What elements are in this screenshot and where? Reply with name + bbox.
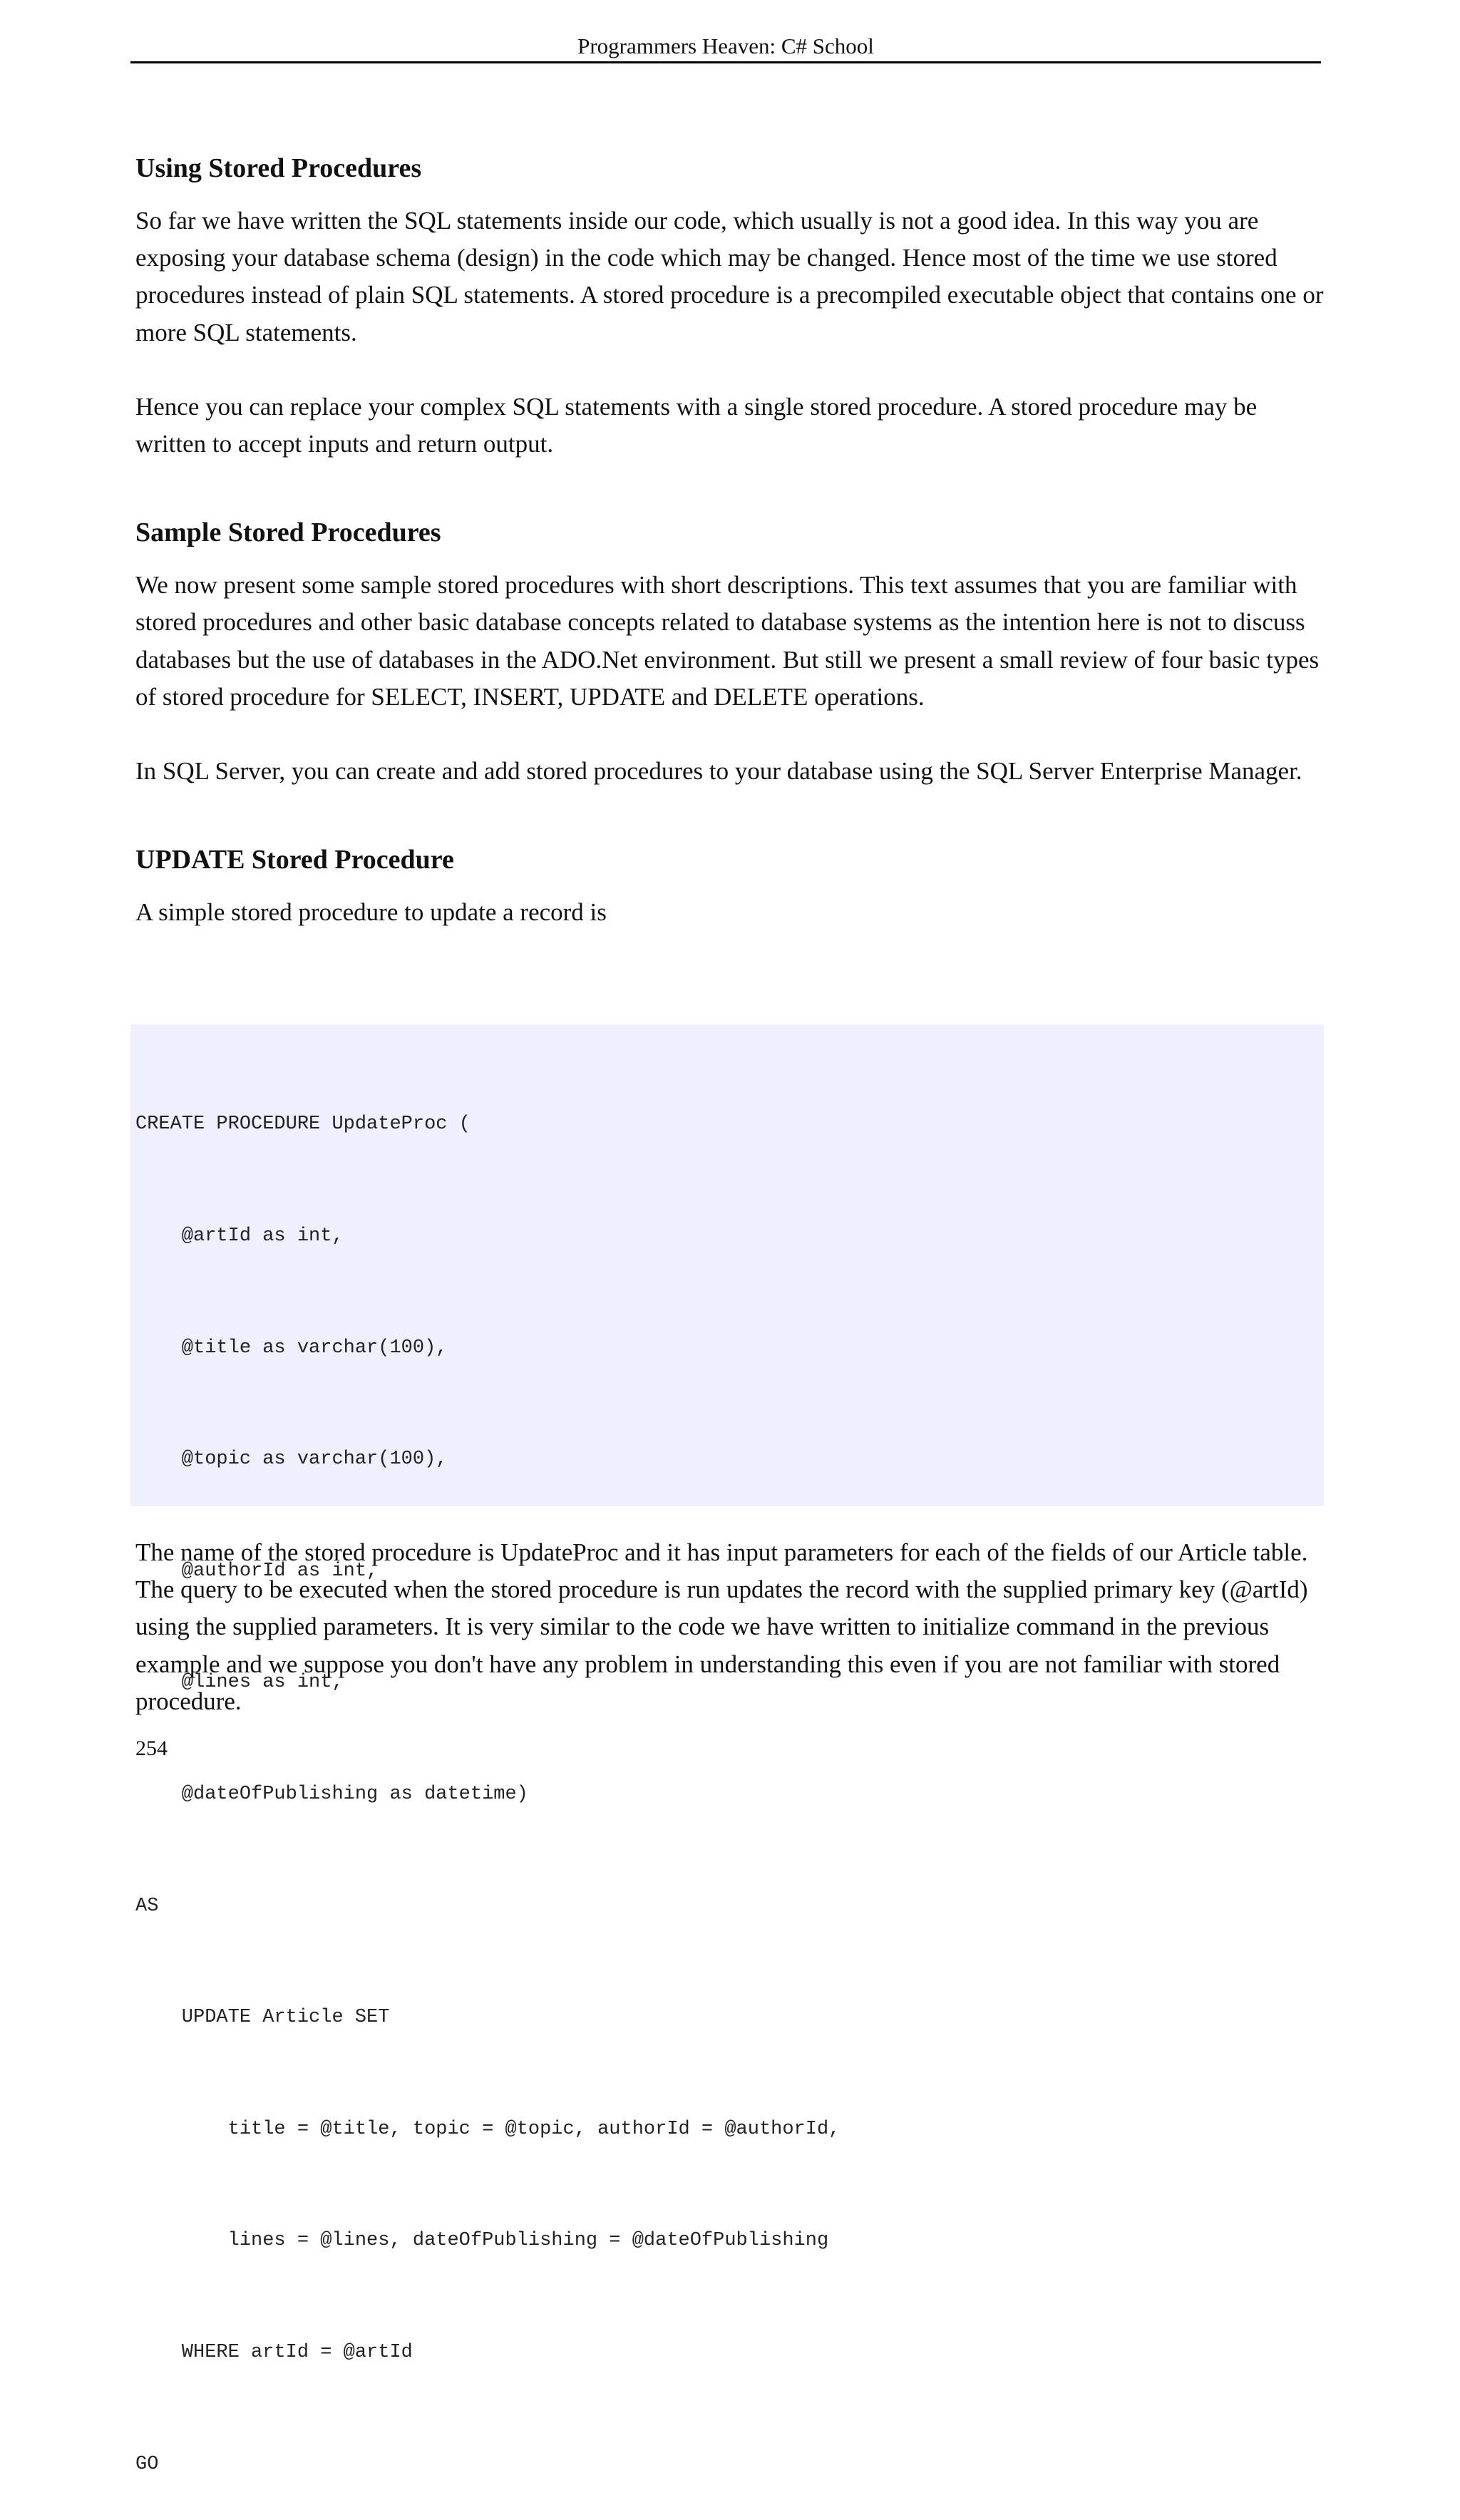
section-using-stored-procedures (135, 150, 1326, 463)
code-line: @dateOfPublishing as datetime) (135, 1783, 528, 1805)
explanation-block (135, 1534, 1326, 1720)
code-line: AS (135, 1895, 159, 1917)
header-title: Programmers Heaven: C# School (577, 34, 874, 58)
section-heading: UPDATE Stored Procedure (135, 845, 454, 875)
code-line: CREATE PROCEDURE UpdateProc ( (135, 1114, 471, 1136)
section-update-stored-procedure (135, 841, 1326, 931)
paragraph: In SQL Server, you can create and add stored procedures to your database using the SQL Server Enterprise Manager. (135, 757, 1302, 786)
code-line: @topic as varchar(100), (135, 1449, 448, 1471)
paragraph: Hence you can replace your complex SQL statements with a single stored procedure. A stored procedure may be written to accept inputs and return output. (135, 392, 1258, 458)
code-line: GO (135, 2453, 159, 2475)
page-header (130, 31, 1321, 63)
code-line: title = @title, topic = @topic, authorId = @authorId, (135, 2118, 840, 2140)
code-line: UPDATE Article SET (135, 2007, 390, 2029)
code-line: @lines as int, (135, 1672, 344, 1694)
page-number: 254 (135, 1737, 168, 1760)
code-line: @title as varchar(100), (135, 1337, 448, 1359)
code-line: lines = @lines, dateOfPublishing = @dateOfPublishing (135, 2230, 829, 2252)
paragraph: The name of the stored procedure is UpdateProc and it has input parameters for each of the fields of our Article table. The query to be executed when the stored procedure is run updates the record with the supplied primary key (@artId) using the supplied parameters. It is very similar to the code we have written to initialize command in the previous example and we suppose you don't have any problem in understanding this even if you are not familiar with stored procedure. (135, 1538, 1308, 1715)
paragraph: A simple stored procedure to update a record is (135, 898, 607, 927)
section-heading: Sample Stored Procedures (135, 518, 441, 548)
paragraph: So far we have written the SQL statements inside our code, which usually is not a good idea. In this way you are exposing your database schema (design) in the code which may be changed. Hence most of the time we use stored procedures instead of plain SQL statements. A stored procedure is a precompiled executable object that contains one or more SQL statements. (135, 207, 1324, 346)
paragraph: We now present some sample stored procedures with short descriptions. This text assumes that you are familiar with stored procedures and other basic database concepts related to database systems as the intention here is not to discuss databases but the use of databases in the ADO.Net environment. But still we present a small review of four basic types of stored procedure for SELECT, INSERT, UPDATE and DELETE operations. (135, 571, 1320, 711)
code-line: @authorId as int, (135, 1560, 379, 1582)
section-sample-stored-procedures (135, 514, 1326, 790)
main-content (135, 150, 1326, 931)
code-line: @artId as int, (135, 1225, 344, 1247)
code-line: WHERE artId = @artId (135, 2341, 413, 2363)
section-heading: Using Stored Procedures (135, 153, 422, 183)
